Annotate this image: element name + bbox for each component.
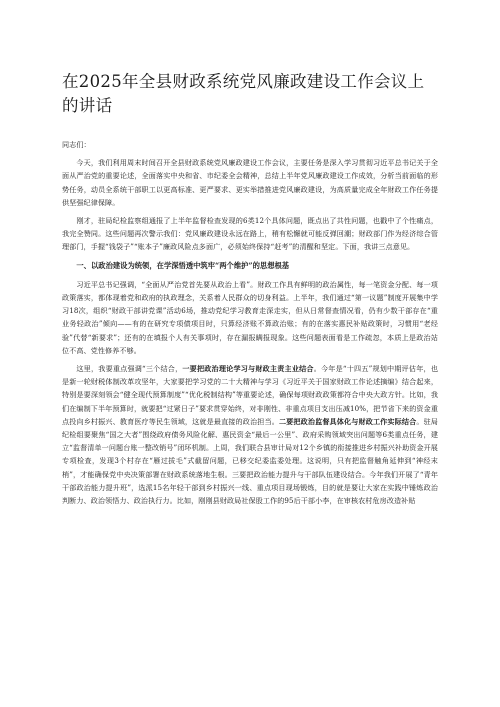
paragraph-text: 。驻局纪检组要聚焦“国之大者”围绕政府债务风险化解、惠民资金“最后一公里”、政府采购领域突出问题等6类重点任务，建立“监督清单一问题台账一整改销号”闭环机制。上周，我们联合县审计局对12个乡镇的衔接推进乡村振兴补助资金开展专项检查，发现3个村存在“雁过拔毛”式截留问题，已移交纪委监委处理。这说明，只有把监督触角延伸到“神经末梢”，才能确保党中央决策部署在财政系统落地生根。三要把政治能力提升与干部队伍建设结合。今年我们开展了“青年干部政治能力提升班”，选派15名年轻干部到乡村振兴一线、重点项目现场锻炼，目的就是要让大家在实践中锤炼政治判断力、政治领悟力、政治执行力。比如，刚刚县财政局社保股工作的95后干部小李，在审核农村危房改造补贴 xyxy=(62,416,438,506)
section-heading-1: 一、以政治建设为统领，在学深悟透中筑牢“两个维护”的思想根基 xyxy=(76,260,290,270)
key-point-1: 一要把政治理论学习与财政主责主业结合 xyxy=(182,364,314,374)
paragraph-text: 这里，我要重点强调“三个结合， xyxy=(76,364,183,374)
paragraph-text: 。今年是“十四五”规划中期评估年，也是新一轮财税体制改革攻坚年，大家要把学习党的二十大精神与学习《习近平关于国家财政工作论述摘编》结合起来，特别是要深刻领会“健全现代预算制度”“优化税制结构”等重要论述，确保每项财政政策都符合中央大政方针。比如，我们在编制下半年预算时，就要把“过紧日子”要求贯穿始终，对非刚性、非重点项目支出压减10%，把节省下来的资金重点投向乡村振兴、教育医疗等民生领域，这就是最直接的政治担当。 xyxy=(62,364,438,426)
paragraph-political-construction: 习近平总书记强调，“全面从严治党首先要从政治上看”。财政工作具有鲜明的政治属性，每一笔资金分配、每一项政策落实，都体现着党和政府的执政理念，关系着人民群众的切身利益。上半年，我们通过“第一议题”制度开展集中学习18次，组织“财政干部讲党课”活动6场，推动党纪学习教育走深走实，但从日常督查情况看，仍有少数干部存在“重业务轻政治”倾向——有的在研究专项债项目时，只算经济账不算政治账；有的在落实惠民补贴政策时，习惯用“老经验”代替“新要求”；还有的在填报个人有关事项时，存在漏报瞒报现象。这些问题表面看是工作疏忽，本质上是政治站位不高、党性修养不够。 xyxy=(62,279,438,355)
paragraph-opening: 今天，我们利用周末时间召开全县财政系统党风廉政建设工作会议，主要任务是深入学习贯彻习近平总书记关于全面从严治党的重要论述，全面落实中央和省、市纪委全会精神，总结上半年党风廉政建设工作成效，分析当前面临的形势任务，动员全系统干部职工以更高标准、更严要求、更实举措推进党风廉政建设，为高质量完成全年财政工作任务提供坚强纪律保障。 xyxy=(62,158,438,207)
document-title: 在2025年全县财政系统党风廉政建设工作会议上的讲话 xyxy=(62,72,425,115)
paragraph-three-combinations xyxy=(62,362,438,507)
salutation: 同志们： xyxy=(62,140,91,149)
key-point-2: 二要把政治监督具体化与财政工作实际结合 xyxy=(278,416,417,426)
paragraph-problems: 刚才，驻局纪检监察组通报了上半年监督检查发现的6类12个具体问题，既点出了共性问题，也戳中了个性痛点，我完全赞同。这些问题再次警示我们：党风廉政建设永远在路上，稍有松懈就可能反弹回潮；财政部门作为经济综合管理部门，手握“钱袋子”“账本子”廉政风险点多面广，必须始终保持“赶考”的清醒和坚定。下面，我讲三点意见。 xyxy=(62,216,438,252)
